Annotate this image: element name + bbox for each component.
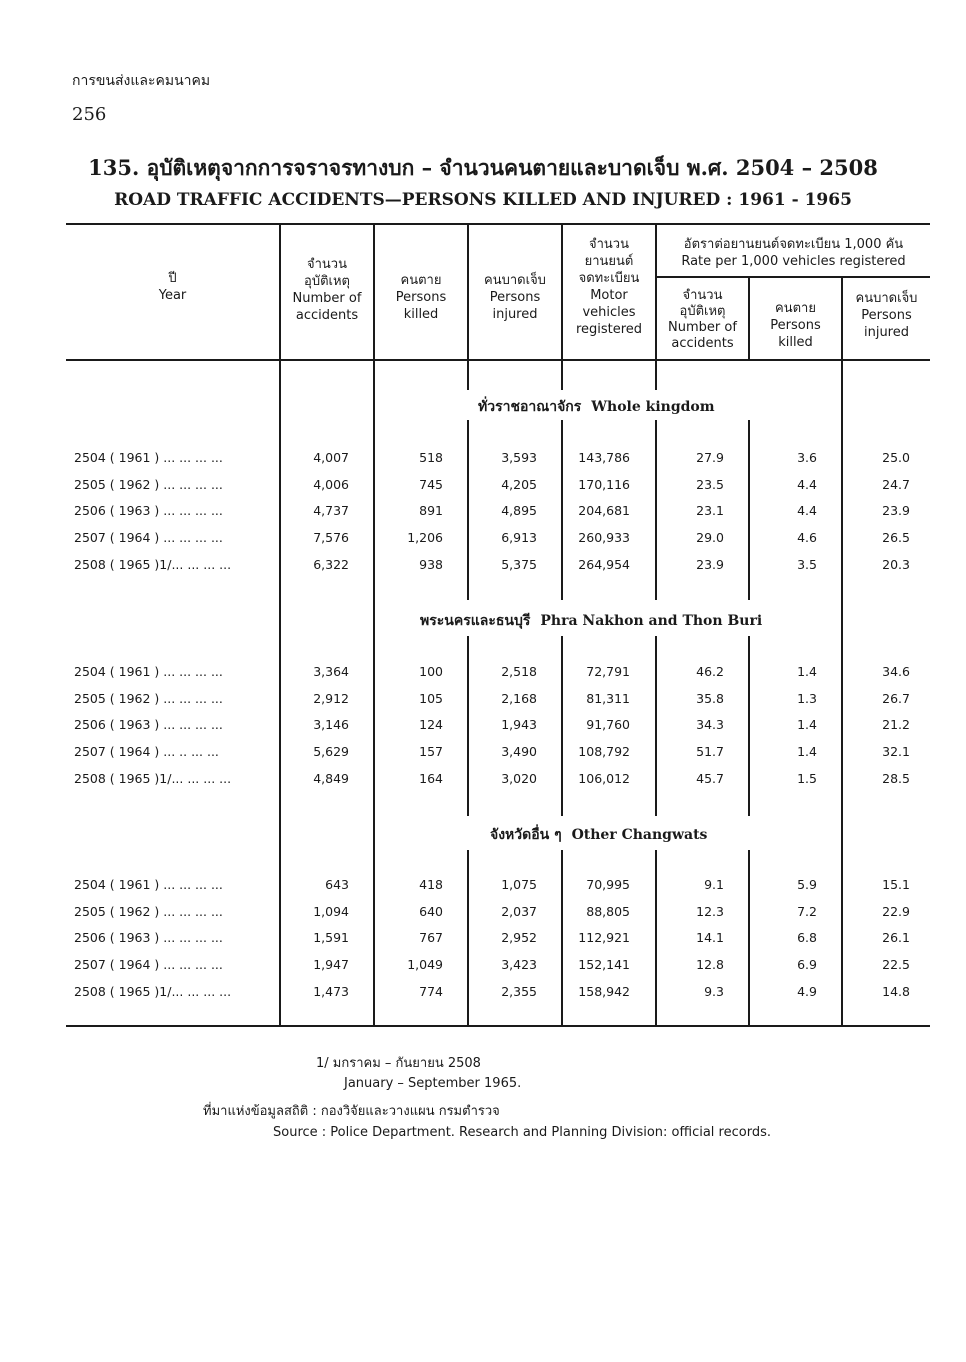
cell-rate-accidents: 23.9 [696,557,724,572]
header-vehicles-en1: Motor [590,288,628,303]
table-bottom-rule [66,1025,930,1027]
cell-rate-accidents: 51.7 [696,744,724,759]
table-row [0,691,966,709]
cell-injured: 4,895 [501,503,537,518]
cell-killed: 774 [419,984,443,999]
cell-accidents: 7,576 [313,530,349,545]
section-label-en: Phra Nakhon and Thon Buri [540,613,763,629]
header-year [66,270,279,304]
page-number: 256 [72,104,107,125]
table-title-thai: 135. อุบัติเหตุจากการจราจรทางบก – จำนวนคนตายและบาดเจ็บ พ.ศ. 2504 – 2508 [88,155,878,180]
cell-killed: 745 [419,477,443,492]
footnote-english: January – September 1965. [344,1076,522,1091]
header-vehicles-th1: จำนวน [589,237,629,252]
cell-rate-killed: 1.4 [797,744,817,759]
cell-killed: 891 [419,503,443,518]
section-label-th: จังหวัดอื่น ๆ [490,827,562,843]
cell-injured: 6,913 [501,530,537,545]
header-accidents [281,256,373,324]
cell-accidents: 2,912 [313,691,349,706]
cell-rate-accidents: 12.8 [696,957,724,972]
cell-vehicles: 204,681 [578,503,630,518]
cell-rate-accidents: 35.8 [696,691,724,706]
header-bottom-rule [66,359,930,361]
cell-killed: 640 [419,904,443,919]
table-row [0,877,966,895]
cell-accidents: 4,737 [313,503,349,518]
cell-rate-killed: 7.2 [797,904,817,919]
header-accidents-th2: อุบัติเหตุ [304,274,350,289]
table-row [0,904,966,922]
cell-rate-killed: 6.8 [797,930,817,945]
cell-rate-accidents: 9.3 [704,984,724,999]
cell-injured: 2,952 [501,930,537,945]
header-year-th: ปี [168,271,177,286]
cell-rate-injured: 26.1 [882,930,910,945]
cell-accidents: 5,629 [313,744,349,759]
header-injured [469,272,561,323]
cell-year: 2507 ( 1964 ) ... ... ... ... [74,530,223,545]
section-label-en: Other Changwats [571,827,708,843]
table-row [0,477,966,495]
cell-accidents: 3,146 [313,717,349,732]
header-killed [375,272,467,323]
cell-vehicles: 158,942 [578,984,630,999]
header-rate-en: Rate per 1,000 vehicles registered [681,254,906,269]
cell-rate-killed: 1.5 [797,771,817,786]
cell-injured: 2,037 [501,904,537,919]
cell-rate-killed: 4.6 [797,530,817,545]
header-rate-accidents-en1: Number of [668,320,737,335]
table-row [0,744,966,762]
column-divider [655,360,657,390]
header-vehicles-en2: vehicles [582,305,636,320]
cell-rate-injured: 26.7 [882,691,910,706]
header-killed-th: คนตาย [400,273,442,288]
cell-killed: 1,206 [407,530,443,545]
cell-vehicles: 260,933 [578,530,630,545]
cell-rate-killed: 1.4 [797,664,817,679]
cell-accidents: 6,322 [313,557,349,572]
header-vehicles [563,236,655,338]
cell-year: 2508 ( 1965 )1/... ... ... ... [74,557,232,572]
header-injured-en1: Persons [489,290,541,305]
header-year-en: Year [158,288,187,303]
cell-year: 2504 ( 1961 ) ... ... ... ... [74,450,223,465]
cell-year: 2504 ( 1961 ) ... ... ... ... [74,664,223,679]
cell-vehicles: 72,791 [586,664,630,679]
running-head: การขนส่งและคมนาคม [72,73,211,89]
section-label-th: ทั่วราชอาณาจักร [478,399,582,415]
header-rate-killed-en2: killed [778,335,813,350]
header-accidents-en2: accidents [295,308,359,323]
cell-injured: 2,168 [501,691,537,706]
cell-killed: 157 [419,744,443,759]
cell-killed: 124 [419,717,443,732]
cell-killed: 1,049 [407,957,443,972]
cell-vehicles: 112,921 [578,930,630,945]
table-top-rule [66,223,930,225]
cell-rate-killed: 4.4 [797,503,817,518]
cell-injured: 3,490 [501,744,537,759]
cell-year: 2506 ( 1963 ) ... ... ... ... [74,717,223,732]
cell-injured: 1,075 [501,877,537,892]
header-accidents-en1: Number of [292,291,362,306]
cell-rate-accidents: 12.3 [696,904,724,919]
cell-rate-injured: 22.9 [882,904,910,919]
header-rate-injured-en2: injured [863,325,909,340]
cell-year: 2508 ( 1965 )1/... ... ... ... [74,984,232,999]
cell-accidents: 1,591 [313,930,349,945]
cell-rate-injured: 32.1 [882,744,910,759]
header-rate-th: อัตราต่อยานยนต์จดทะเบียน 1,000 คัน [683,237,904,252]
header-rate-accidents [657,288,748,352]
cell-rate-killed: 3.6 [797,450,817,465]
section-label [478,396,918,418]
cell-year: 2505 ( 1962 ) ... ... ... ... [74,904,223,919]
cell-rate-accidents: 14.1 [696,930,724,945]
cell-accidents: 1,947 [313,957,349,972]
cell-rate-killed: 5.9 [797,877,817,892]
cell-accidents: 1,473 [313,984,349,999]
header-rate-killed-th: คนตาย [775,301,816,316]
table-row [0,557,966,575]
cell-accidents: 4,007 [313,450,349,465]
table-title-english: ROAD TRAFFIC ACCIDENTS—PERSONS KILLED AND INJURED : 1961 - 1965 [114,190,852,210]
cell-rate-injured: 24.7 [882,477,910,492]
cell-injured: 5,375 [501,557,537,572]
cell-rate-killed: 1.3 [797,691,817,706]
cell-accidents: 4,006 [313,477,349,492]
header-rate [657,236,930,270]
cell-accidents: 3,364 [313,664,349,679]
cell-killed: 105 [419,691,443,706]
rate-subheader-rule [655,276,930,278]
header-killed-en2: killed [403,307,439,322]
cell-rate-injured: 15.1 [882,877,910,892]
column-divider [561,360,563,390]
table-row [0,503,966,521]
cell-vehicles: 170,116 [578,477,630,492]
cell-rate-killed: 4.9 [797,984,817,999]
cell-accidents: 643 [325,877,349,892]
header-rate-accidents-th2: อุบัติเหตุ [679,304,726,319]
section-label-en: Whole kingdom [591,399,715,415]
cell-year: 2507 ( 1964 ) ... .. ... ... [74,744,219,759]
cell-vehicles: 81,311 [586,691,630,706]
cell-rate-injured: 14.8 [882,984,910,999]
cell-injured: 1,943 [501,717,537,732]
source-english: Source : Police Department. Research and Planning Division: official records. [273,1125,771,1140]
cell-rate-accidents: 23.5 [696,477,724,492]
cell-injured: 4,205 [501,477,537,492]
header-killed-en1: Persons [395,290,447,305]
header-vehicles-th2: ยานยนต์ [584,254,634,269]
header-rate-injured [843,290,930,341]
cell-killed: 100 [419,664,443,679]
cell-rate-accidents: 9.1 [704,877,724,892]
cell-vehicles: 91,760 [586,717,630,732]
cell-injured: 2,518 [501,664,537,679]
cell-rate-accidents: 29.0 [696,530,724,545]
table-row [0,957,966,975]
header-injured-en2: injured [492,307,538,322]
cell-vehicles: 143,786 [578,450,630,465]
header-rate-injured-en1: Persons [861,308,912,323]
table-row [0,984,966,1002]
cell-rate-injured: 22.5 [882,957,910,972]
cell-rate-injured: 34.6 [882,664,910,679]
cell-vehicles: 70,995 [586,877,630,892]
cell-year: 2508 ( 1965 )1/... ... ... ... [74,771,232,786]
header-vehicles-en3: registered [575,322,643,337]
cell-rate-injured: 23.9 [882,503,910,518]
section-label [490,824,930,846]
section-label [420,610,860,632]
cell-rate-killed: 3.5 [797,557,817,572]
table-row [0,930,966,948]
cell-vehicles: 108,792 [578,744,630,759]
table-row [0,771,966,789]
cell-killed: 518 [419,450,443,465]
cell-injured: 3,020 [501,771,537,786]
header-rate-accidents-en2: accidents [671,336,734,351]
cell-rate-killed: 6.9 [797,957,817,972]
table-row [0,717,966,735]
cell-killed: 767 [419,930,443,945]
cell-vehicles: 88,805 [586,904,630,919]
cell-rate-injured: 28.5 [882,771,910,786]
cell-rate-killed: 4.4 [797,477,817,492]
cell-rate-injured: 25.0 [882,450,910,465]
cell-year: 2505 ( 1962 ) ... ... ... ... [74,477,223,492]
cell-injured: 3,423 [501,957,537,972]
cell-year: 2506 ( 1963 ) ... ... ... ... [74,930,223,945]
cell-rate-injured: 21.2 [882,717,910,732]
cell-vehicles: 264,954 [578,557,630,572]
cell-year: 2505 ( 1962 ) ... ... ... ... [74,691,223,706]
header-rate-killed-en1: Persons [770,318,821,333]
table-row [0,530,966,548]
cell-year: 2507 ( 1964 ) ... ... ... ... [74,957,223,972]
cell-rate-killed: 1.4 [797,717,817,732]
table-row [0,450,966,468]
cell-killed: 164 [419,771,443,786]
source-thai: ที่มาแห่งข้อมูลสถิติ : กองวิจัยและวางแผน กรมตำรวจ [203,1104,500,1119]
cell-accidents: 4,849 [313,771,349,786]
cell-killed: 938 [419,557,443,572]
header-accidents-th1: จำนวน [307,257,347,272]
cell-vehicles: 152,141 [578,957,630,972]
cell-rate-accidents: 23.1 [696,503,724,518]
cell-year: 2504 ( 1961 ) ... ... ... ... [74,877,223,892]
column-divider [467,360,469,390]
cell-killed: 418 [419,877,443,892]
cell-rate-accidents: 45.7 [696,771,724,786]
header-injured-th: คนบาดเจ็บ [484,273,546,288]
cell-rate-accidents: 27.9 [696,450,724,465]
header-vehicles-th3: จดทะเบียน [578,271,640,286]
cell-rate-injured: 26.5 [882,530,910,545]
cell-year: 2506 ( 1963 ) ... ... ... ... [74,503,223,518]
cell-injured: 2,355 [501,984,537,999]
section-label-th: พระนครและธนบุรี [420,613,531,629]
header-rate-killed [750,300,841,351]
footnote-thai: 1/ มกราคม – กันยายน 2508 [316,1056,481,1071]
table-row [0,664,966,682]
cell-rate-accidents: 46.2 [696,664,724,679]
header-rate-injured-th: คนบาดเจ็บ [855,291,918,306]
cell-vehicles: 106,012 [578,771,630,786]
header-rate-accidents-th1: จำนวน [682,288,723,303]
cell-injured: 3,593 [501,450,537,465]
cell-rate-accidents: 34.3 [696,717,724,732]
cell-rate-injured: 20.3 [882,557,910,572]
cell-accidents: 1,094 [313,904,349,919]
